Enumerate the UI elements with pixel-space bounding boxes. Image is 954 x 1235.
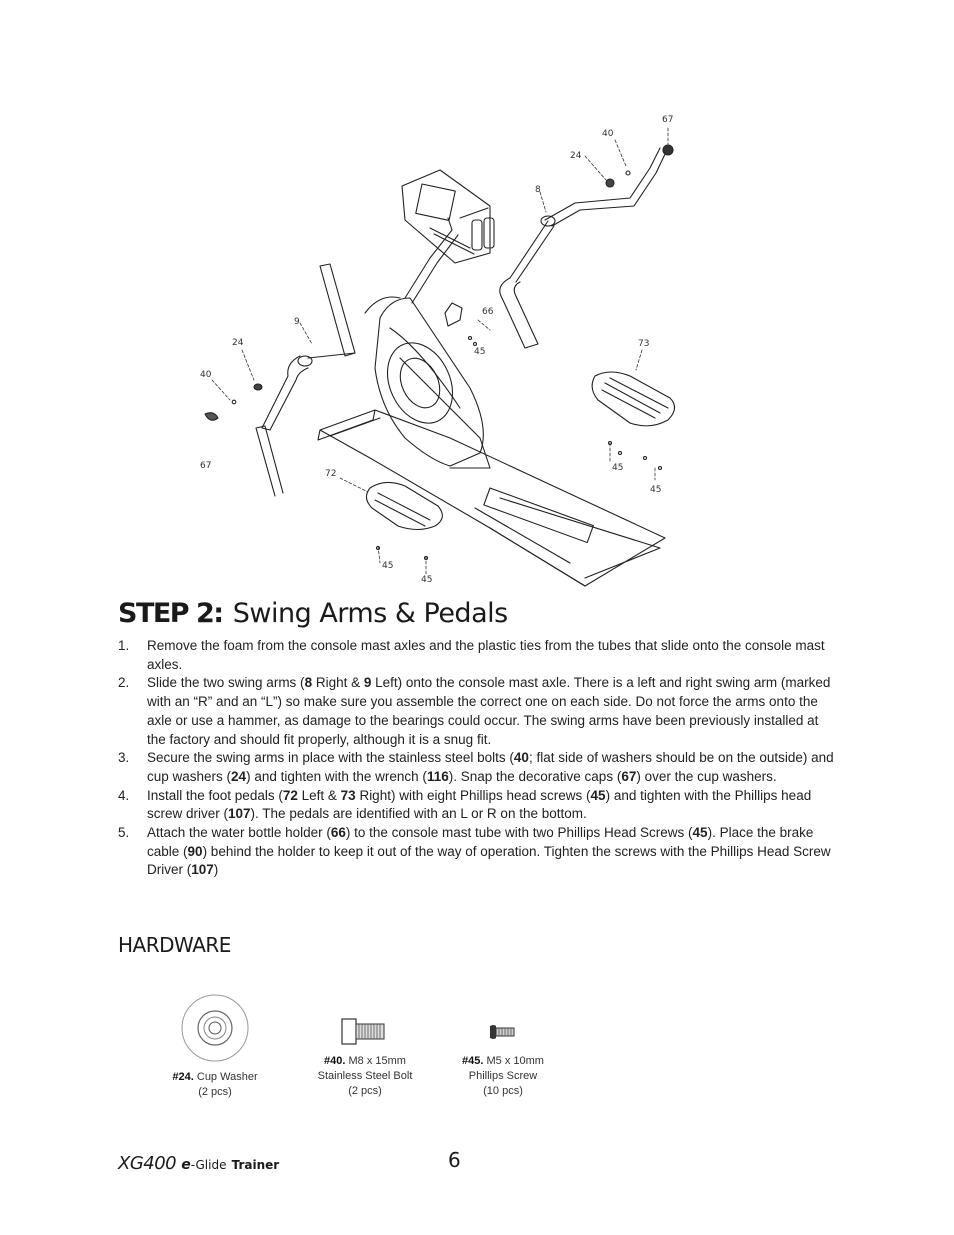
part-reference: 9 [363, 675, 372, 691]
hw-40-id: #40. [324, 1055, 346, 1067]
callout-72: 72 [325, 469, 337, 479]
hw-40-name: M8 x 15mm [348, 1055, 406, 1067]
hardware-item-bolt [305, 1016, 425, 1098]
part-reference: 67 [621, 768, 637, 784]
part-reference: 40 [513, 750, 529, 766]
callout-8: 8 [535, 185, 541, 195]
instruction-text: Secure the swing arms in place with the stainless steel bolts ( [147, 750, 514, 766]
callout-67-left: 67 [200, 461, 212, 471]
instruction-text: ) over the cup washers. [636, 768, 777, 784]
callout-67-right: 67 [662, 115, 674, 125]
hardware-item-cup-washer [155, 992, 275, 1100]
step-label: STEP 2: [118, 598, 223, 629]
hw-40-qty: (2 pcs) [348, 1084, 382, 1097]
callout-24-left: 24 [232, 338, 244, 348]
footer-brand: e [181, 1157, 191, 1173]
instruction-text: Attach the water bottle holder ( [147, 825, 331, 841]
callout-40-right: 40 [602, 129, 614, 139]
hw-45-id: #45. [462, 1055, 484, 1067]
water-bottle-holder [445, 303, 462, 326]
bolt-icon [340, 1016, 390, 1050]
left-pedal [366, 482, 442, 529]
instruction-text: ) to the console mast tube with two Phillips Head Screws ( [345, 825, 693, 841]
right-swing-arm [500, 148, 666, 348]
hardware-heading: HARDWARE [118, 933, 231, 957]
instruction-text: ). Snap the decorative caps ( [448, 768, 622, 784]
part-reference: 107 [191, 862, 214, 878]
instruction-item [118, 749, 838, 786]
part-reference: 24 [231, 768, 247, 784]
step-title [118, 592, 508, 630]
callout-9: 9 [294, 317, 300, 327]
hw-24-qty: (2 pcs) [198, 1085, 232, 1098]
page-number: 6 [448, 1148, 461, 1172]
base-frame [318, 410, 665, 586]
instruction-text: ). Place the brake cable ( [147, 825, 814, 859]
instruction-text: ; flat side of washers should be on the outside) and cup washers ( [147, 750, 834, 784]
callout-numbers [200, 115, 673, 585]
callout-24-right: 24 [570, 151, 582, 161]
flywheel-shroud [375, 298, 490, 468]
hw-45-qty: (10 pcs) [483, 1084, 523, 1097]
part-reference: 45 [692, 825, 708, 841]
hw-40-name2: Stainless Steel Bolt [317, 1069, 413, 1082]
hw-45-name2: Phillips Screw [468, 1069, 538, 1082]
assembly-diagram [190, 108, 690, 593]
footer-trainer: Trainer [231, 1158, 280, 1172]
part-reference: 73 [340, 787, 356, 803]
footer-product-name [118, 1153, 279, 1174]
instruction-text: Right & [312, 675, 364, 691]
callout-45-left-1: 45 [382, 561, 394, 571]
instruction-number: 1. [118, 638, 130, 653]
screw-icon [486, 1016, 520, 1050]
instruction-text: Left) onto the console mast axle. There is a left and right swing arm (marked with an “R” and an “L”) so make sure you assemble the correct one on each side. Do not force the arms onto the axle or use a hammer, as damage to the bearings could occur. The swing arms have been previously installed at the factory and should fit properly, although it is a snug fit. [147, 675, 831, 747]
instruction-number: 5. [118, 825, 130, 841]
console-mast [365, 218, 458, 313]
instruction-item [118, 787, 838, 824]
hw-45-name: M5 x 10mm [486, 1055, 544, 1067]
callout-45-right-1: 45 [612, 463, 624, 473]
instruction-text: Right) with eight Phillips head screws ( [355, 787, 591, 803]
hardware-item-screw [443, 1016, 563, 1098]
exploded-hardware [205, 145, 673, 560]
instruction-item [118, 824, 838, 880]
instruction-list [118, 637, 838, 880]
callout-40-left: 40 [200, 370, 212, 380]
instruction-number: 2. [118, 675, 130, 691]
instruction-item [118, 637, 838, 674]
instruction-text: Slide the two swing arms ( [147, 675, 305, 691]
right-pedal [592, 372, 674, 426]
callout-66: 66 [482, 307, 494, 317]
instruction-text: ) and tighten with the wrench ( [246, 768, 427, 784]
instruction-number: 4. [118, 787, 130, 803]
part-reference: 66 [330, 825, 346, 841]
instruction-number: 3. [118, 750, 130, 766]
callout-45-bottle: 45 [474, 347, 486, 357]
callout-73: 73 [638, 339, 650, 349]
part-reference: 116 [426, 768, 449, 784]
hw-24-id: #24. [172, 1071, 194, 1083]
instruction-text: ) behind the holder to keep it out of the way of operation. Tighten the screws with the Phillips Head Screw Driver ( [147, 843, 831, 878]
instruction-text: Left & [297, 787, 341, 803]
part-reference: 72 [282, 787, 298, 803]
part-reference: 45 [590, 787, 606, 803]
footer-model: XG400 [118, 1153, 177, 1174]
instruction-text: ). The pedals are identified with an L or R on the bottom. [250, 806, 587, 822]
callout-45-left-2: 45 [421, 575, 433, 585]
instruction-text: Install the foot pedals ( [147, 787, 283, 803]
part-reference: 90 [187, 843, 203, 859]
cup-washer-icon [180, 992, 250, 1064]
instruction-text: ) and tighten with the Phillips head screw driver ( [147, 787, 812, 822]
step-name: Swing Arms & Pedals [232, 598, 508, 629]
left-swing-arm [256, 264, 355, 496]
part-reference: 107 [228, 806, 251, 822]
instruction-text: Remove the foam from the console mast axles and the plastic ties from the tubes that slide onto the console mast axles. [147, 638, 825, 672]
footer-glide: -Glide [190, 1158, 227, 1172]
instruction-text: ) [213, 862, 219, 878]
hw-24-name: Cup Washer [196, 1071, 258, 1083]
instruction-item [118, 674, 838, 749]
part-reference: 8 [304, 675, 313, 691]
callout-45-right-2: 45 [650, 485, 662, 495]
